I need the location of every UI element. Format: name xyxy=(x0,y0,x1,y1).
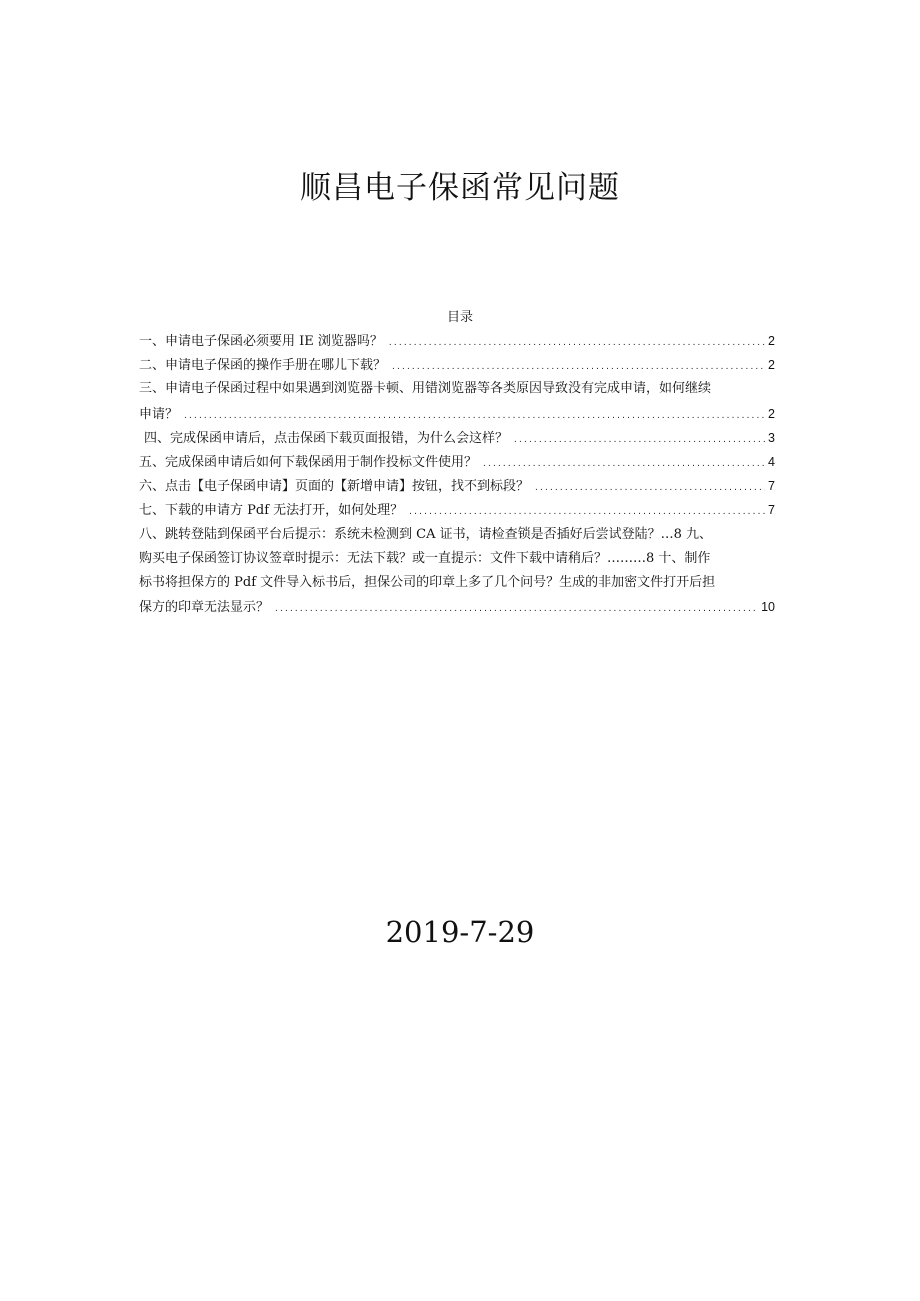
toc-dot-leader xyxy=(392,355,765,377)
toc-wrapped-line-3[interactable]: 标书将担保方的 Pdf 文件导入标书后，担保公司的印章上多了几个问号？生成的非加密文件打开后担 xyxy=(139,574,716,590)
toc-heading: 目录 xyxy=(446,310,473,325)
toc-page-number: 7 xyxy=(768,479,775,494)
toc-entry-3-line1[interactable]: 三、申请电子保函过程中如果遇到浏览器卡顿、用错浏览器等各类原因导致没有完成申请，如何继续 xyxy=(139,381,712,397)
toc-entry-text: 申请？ xyxy=(139,406,179,422)
document-title: 顺昌电子保函常见问题 xyxy=(300,170,620,206)
toc-dot-leader xyxy=(389,331,765,353)
toc-page-number: 3 xyxy=(768,430,775,445)
toc-entry-10-last-line[interactable] xyxy=(139,595,775,619)
toc-entry-4[interactable] xyxy=(139,426,775,450)
toc-entry-text: 保方的印章无法显示？ xyxy=(139,600,270,616)
toc-dot-leader xyxy=(483,452,765,474)
toc-dot-leader xyxy=(409,500,765,522)
toc-entry-7[interactable] xyxy=(139,498,775,522)
toc-wrapped-line-1[interactable]: 八、跳转登陆到保函平台后提示：系统未检测到 CA 证书，请检查锁是否插好后尝试登陆？…8 九、 xyxy=(139,526,713,542)
toc-entry-text: 五、完成保函申请后如何下载保函用于制作投标文件使用？ xyxy=(139,454,478,470)
toc-entry-text: 一、申请电子保函必须要用 IE 浏览器吗？ xyxy=(139,334,383,349)
toc-page-number: 2 xyxy=(768,406,775,421)
toc-dot-leader xyxy=(184,404,765,426)
toc-dot-leader xyxy=(275,597,758,619)
toc-entry-3-line2[interactable] xyxy=(139,402,775,426)
toc-page-number: 4 xyxy=(768,454,775,469)
toc-page-number: 10 xyxy=(761,600,775,615)
toc-entry-text: 六、点击【电子保函申请】页面的【新增申请】按钮，找不到标段？ xyxy=(139,479,530,495)
toc-entry-text: 七、下载的申请方 Pdf 无法打开，如何处理？ xyxy=(139,503,404,519)
toc-page-number: 2 xyxy=(768,358,775,373)
toc-page-number: 7 xyxy=(768,503,775,518)
toc-entry-text: 四、完成保函申请后，点击保函下载页面报错，为什么会这样？ xyxy=(144,430,509,446)
table-of-contents xyxy=(139,329,775,619)
toc-dot-leader xyxy=(514,428,765,450)
toc-dot-leader xyxy=(535,476,765,498)
toc-entry-5[interactable] xyxy=(139,450,775,474)
toc-entry-6[interactable] xyxy=(139,474,775,498)
toc-wrapped-line-2[interactable]: 购买电子保函签订协议签章时提示：无法下载？或一直提示：文件下载中请稍后？………8 十、制作 xyxy=(139,550,711,566)
toc-page-number: 2 xyxy=(768,334,775,348)
document-date: 2019-7-29 xyxy=(385,915,535,949)
toc-entry-text: 二、申请电子保函的操作手册在哪儿下载？ xyxy=(139,358,387,374)
toc-entry-2[interactable] xyxy=(139,353,775,377)
toc-entry-1[interactable] xyxy=(139,329,775,353)
